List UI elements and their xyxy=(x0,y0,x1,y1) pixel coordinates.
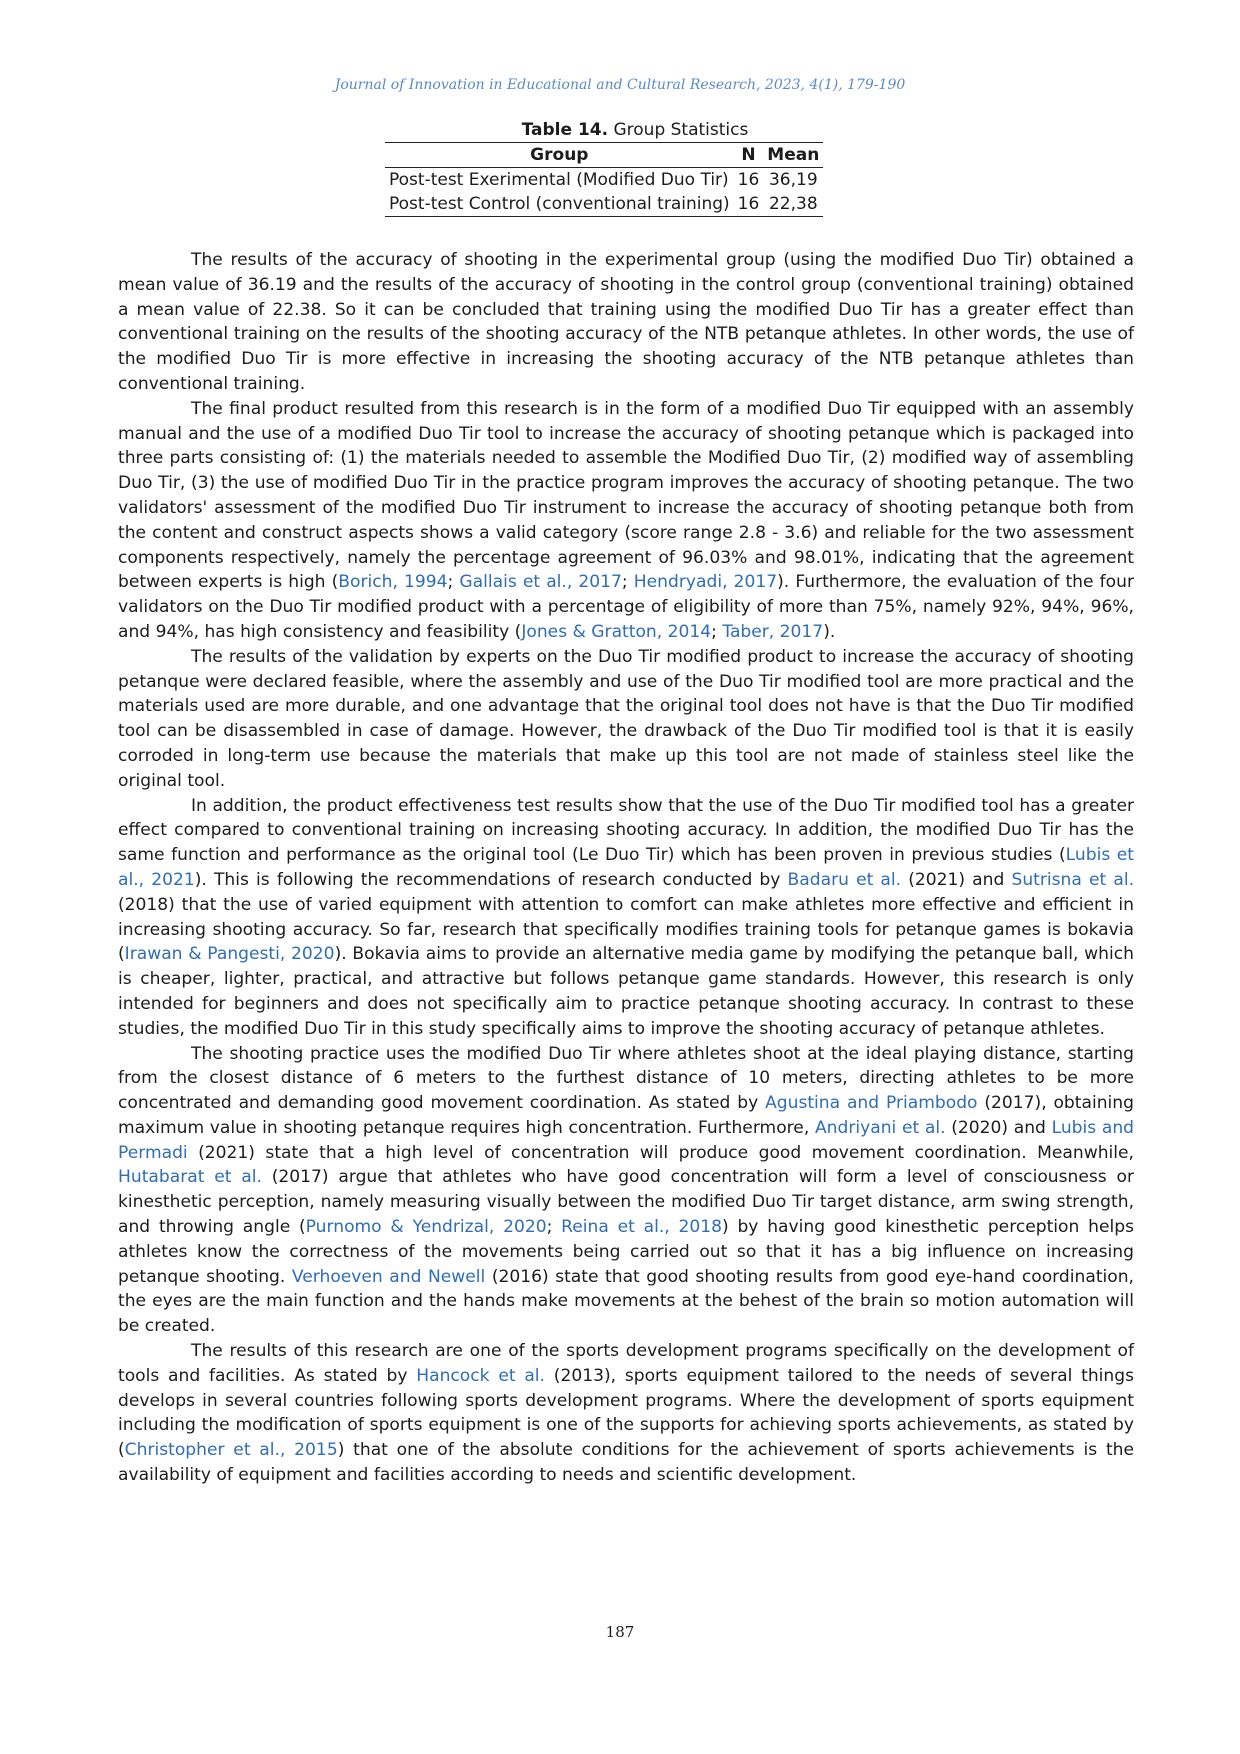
cell-group: Post-test Control (conventional training) xyxy=(385,192,734,217)
citation-link[interactable]: Irawan & Pangesti, 2020 xyxy=(124,944,335,965)
paragraph-text: (2017) argue that athletes who have good concentration will form a level of consciousness or kinesthetic perception, namely measuring visually between the modified Duo Tir target distance, arm swing strength, and throwing angle ( xyxy=(118,1167,1134,1238)
paragraph-text: (2016) state that good shooting results from good eye-hand coordination, the eyes are the main function and the hands make movements at the behest of the brain so motion automation will be created. xyxy=(118,1266,1134,1337)
table-caption-label: Table 14. xyxy=(521,120,609,140)
citation-link[interactable]: Lubis et al., 2021 xyxy=(118,845,1134,890)
citation-link[interactable]: Purnomo & Yendrizal, 2020 xyxy=(305,1217,547,1238)
paragraph-text: ; xyxy=(621,572,634,593)
citation-link[interactable]: Christopher et al., 2015 xyxy=(124,1440,338,1461)
column-header-mean: Mean xyxy=(763,143,823,168)
citation-link[interactable]: Hendryadi, 2017 xyxy=(633,572,778,593)
citation-link[interactable]: Jones & Gratton, 2014 xyxy=(521,621,712,642)
citation-link[interactable]: Gallais et al., 2017 xyxy=(459,572,622,593)
paragraph-text: (2013), sports equipment tailored to the needs of several things develops in several countries following sports development programs. Where the development of sports equipment including the modification of sports equipment is one of the supports for achieving sports achievements, as stated by ( xyxy=(118,1365,1135,1461)
citation-link[interactable]: Hancock et al. xyxy=(416,1365,545,1386)
paragraph-text: ; xyxy=(546,1217,562,1238)
paragraph-text: ; xyxy=(711,621,723,642)
cell-mean: 36,19 xyxy=(768,170,818,190)
table-row xyxy=(385,192,823,217)
paragraph-text: The results of the validation by experts on the Duo Tir modified product to increase the accuracy of shooting petanque were declared feasible, where the assembly and use of the Duo Tir modified tool are more practical and the materials used are more durable, and one advantage that the original tool does not have is that the Duo Tir modified tool can be disassembled in case of damage. However, the drawback of the Duo Tir modified tool is that it is easily corroded in long-term use because the materials that make up this tool are not made of stainless steel like the original tool. xyxy=(118,646,1134,791)
paragraph-text: The results of this research are one of the sports development programs specifically on the development of tools and facilities. As stated by xyxy=(118,1341,1134,1386)
paragraph-text: ). xyxy=(823,621,836,642)
cell-n: 16 xyxy=(734,192,764,217)
body-text xyxy=(118,248,1134,1488)
paragraph-text: In addition, the product effectiveness test results show that the use of the Duo Tir modified tool has a greater effect compared to conventional training on increasing shooting accuracy. In addition, the modified Duo Tir has the same function and performance as the original tool (Le Duo Tir) which has been proven in previous studies ( xyxy=(118,795,1134,866)
paragraph-text: The shooting practice uses the modified Duo Tir where athletes shoot at the ideal playing distance, starting from the closest distance of 6 meters to the furthest distance of 10 meters, directing athletes to be more concentrated and demanding good movement coordination. As stated by xyxy=(118,1043,1134,1114)
paragraph-text: ; xyxy=(447,572,460,593)
paragraph-text: (2020) and xyxy=(945,1117,1052,1138)
paragraph-text: ) by having good kinesthetic perception helps athletes know the correctness of the movements being carried out so that it has a big influence on increasing petanque shooting. xyxy=(118,1217,1134,1287)
column-header-group: Group xyxy=(385,143,734,168)
paragraph-text: (2018) that the use of varied equipment with attention to comfort can make athletes more effective and efficient in increasing shooting accuracy. So far, research that specifically modifies training tools for petanque games is bokavia ( xyxy=(118,894,1134,965)
paragraph-text: The results of the accuracy of shooting in the experimental group (using the modified Duo Tir) obtained a mean value of 36.19 and the results of the accuracy of shooting in the control group (conventional training) obtained a mean value of 22.38. So it can be concluded that training using the modified Duo Tir has a greater effect than conventional training on the results of the shooting accuracy of the NTB petanque athletes. In other words, the use of the modified Duo Tir is more effective in increasing the shooting accuracy of the NTB petanque athletes than conventional training. xyxy=(118,250,1134,394)
table-caption-text: Group Statistics xyxy=(613,120,749,140)
journal-header: Journal of Innovation in Educational and Cultural Research, 2023, 4(1), 179-190 xyxy=(334,77,906,93)
paragraph-text: ). Bokavia aims to provide an alternative media game by modifying the petanque ball, which is cheaper, lighter, practical, and attractive but follows petanque game standards. However, this research is only intended for beginners and does not specifically aim to practice petanque shooting accuracy. In contrast to these studies, the modified Duo Tir in this study specifically aims to improve the shooting accuracy of petanque athletes. xyxy=(118,944,1134,1039)
citation-link[interactable]: Agustina and Priambodo xyxy=(765,1093,978,1114)
citation-link[interactable]: Reina et al., 2018 xyxy=(561,1217,722,1238)
paragraph-text: (2021) state that a high level of concentration will produce good movement coordination. Meanwhile, xyxy=(187,1142,1134,1163)
body-paragraph xyxy=(118,1042,1134,1340)
citation-link[interactable]: Andriyani et al. xyxy=(814,1117,946,1138)
citation-link[interactable]: Lubis and Permadi xyxy=(118,1117,1134,1163)
table-row xyxy=(385,168,823,193)
cell-n: 16 xyxy=(737,170,760,190)
citation-link[interactable]: Sutrisna et al. xyxy=(1011,869,1135,890)
body-paragraph xyxy=(118,397,1134,645)
paragraph-text: ) that one of the absolute conditions for the achievement of sports achievements is the availability of equipment and facilities according to needs and scientific development. xyxy=(118,1440,1134,1486)
body-paragraph xyxy=(118,794,1134,1042)
citation-link[interactable]: Badaru et al. xyxy=(787,869,902,890)
citation-link[interactable]: Verhoeven and Newell xyxy=(291,1266,486,1287)
paragraph-text: The final product resulted from this research is in the form of a modified Duo Tir equipped with an assembly manual and the use of a modified Duo Tir tool to increase the accuracy of shooting petanque which is packaged into three parts consisting of: (1) the materials needed to assemble the Modified Duo Tir, (2) modified way of assembling Duo Tir, (3) the use of modified Duo Tir in the practice program improves the accuracy of shooting petanque. The two validators' assessment of the modified Duo Tir instrument to increase the accuracy of shooting petanque both from the content and construct aspects shows a valid category (score range 2.8 - 3.6) and reliable for the two assessment components respectively, namely the percentage agreement of 96.03% and 98.01%, indicating that the agreement between experts is high ( xyxy=(118,398,1134,593)
paragraph-text: (2021) and xyxy=(901,869,1012,890)
table-caption xyxy=(415,120,855,141)
paragraph-text: ). This is following the recommendations of research conducted by xyxy=(194,869,788,890)
column-header-n: N xyxy=(734,143,764,168)
cell-group: Post-test Exerimental (Modified Duo Tir) xyxy=(389,170,729,190)
paragraph-text: (2017), obtaining maximum value in shooting petanque requires high concentration. Furthermore, xyxy=(118,1093,1134,1138)
body-paragraph xyxy=(118,645,1134,794)
citation-link[interactable]: Borich, 1994 xyxy=(338,572,448,593)
citation-link[interactable]: Taber, 2017 xyxy=(722,621,824,642)
paragraph-text: ). Furthermore, the evaluation of the four validators on the Duo Tir modified product with a percentage of eligibility of more than 75%, namely 92%, 94%, 96%, and 94%, has high consistency and feasibility ( xyxy=(118,572,1134,642)
group-statistics-table-block xyxy=(385,120,855,217)
cell-mean: 22,38 xyxy=(763,192,823,217)
citation-link[interactable]: Hutabarat et al. xyxy=(118,1167,262,1188)
page-number: 187 xyxy=(605,1623,635,1641)
body-paragraph xyxy=(118,248,1134,397)
table-header-row xyxy=(385,143,823,168)
group-statistics-table xyxy=(385,142,823,217)
body-paragraph xyxy=(118,1339,1134,1488)
